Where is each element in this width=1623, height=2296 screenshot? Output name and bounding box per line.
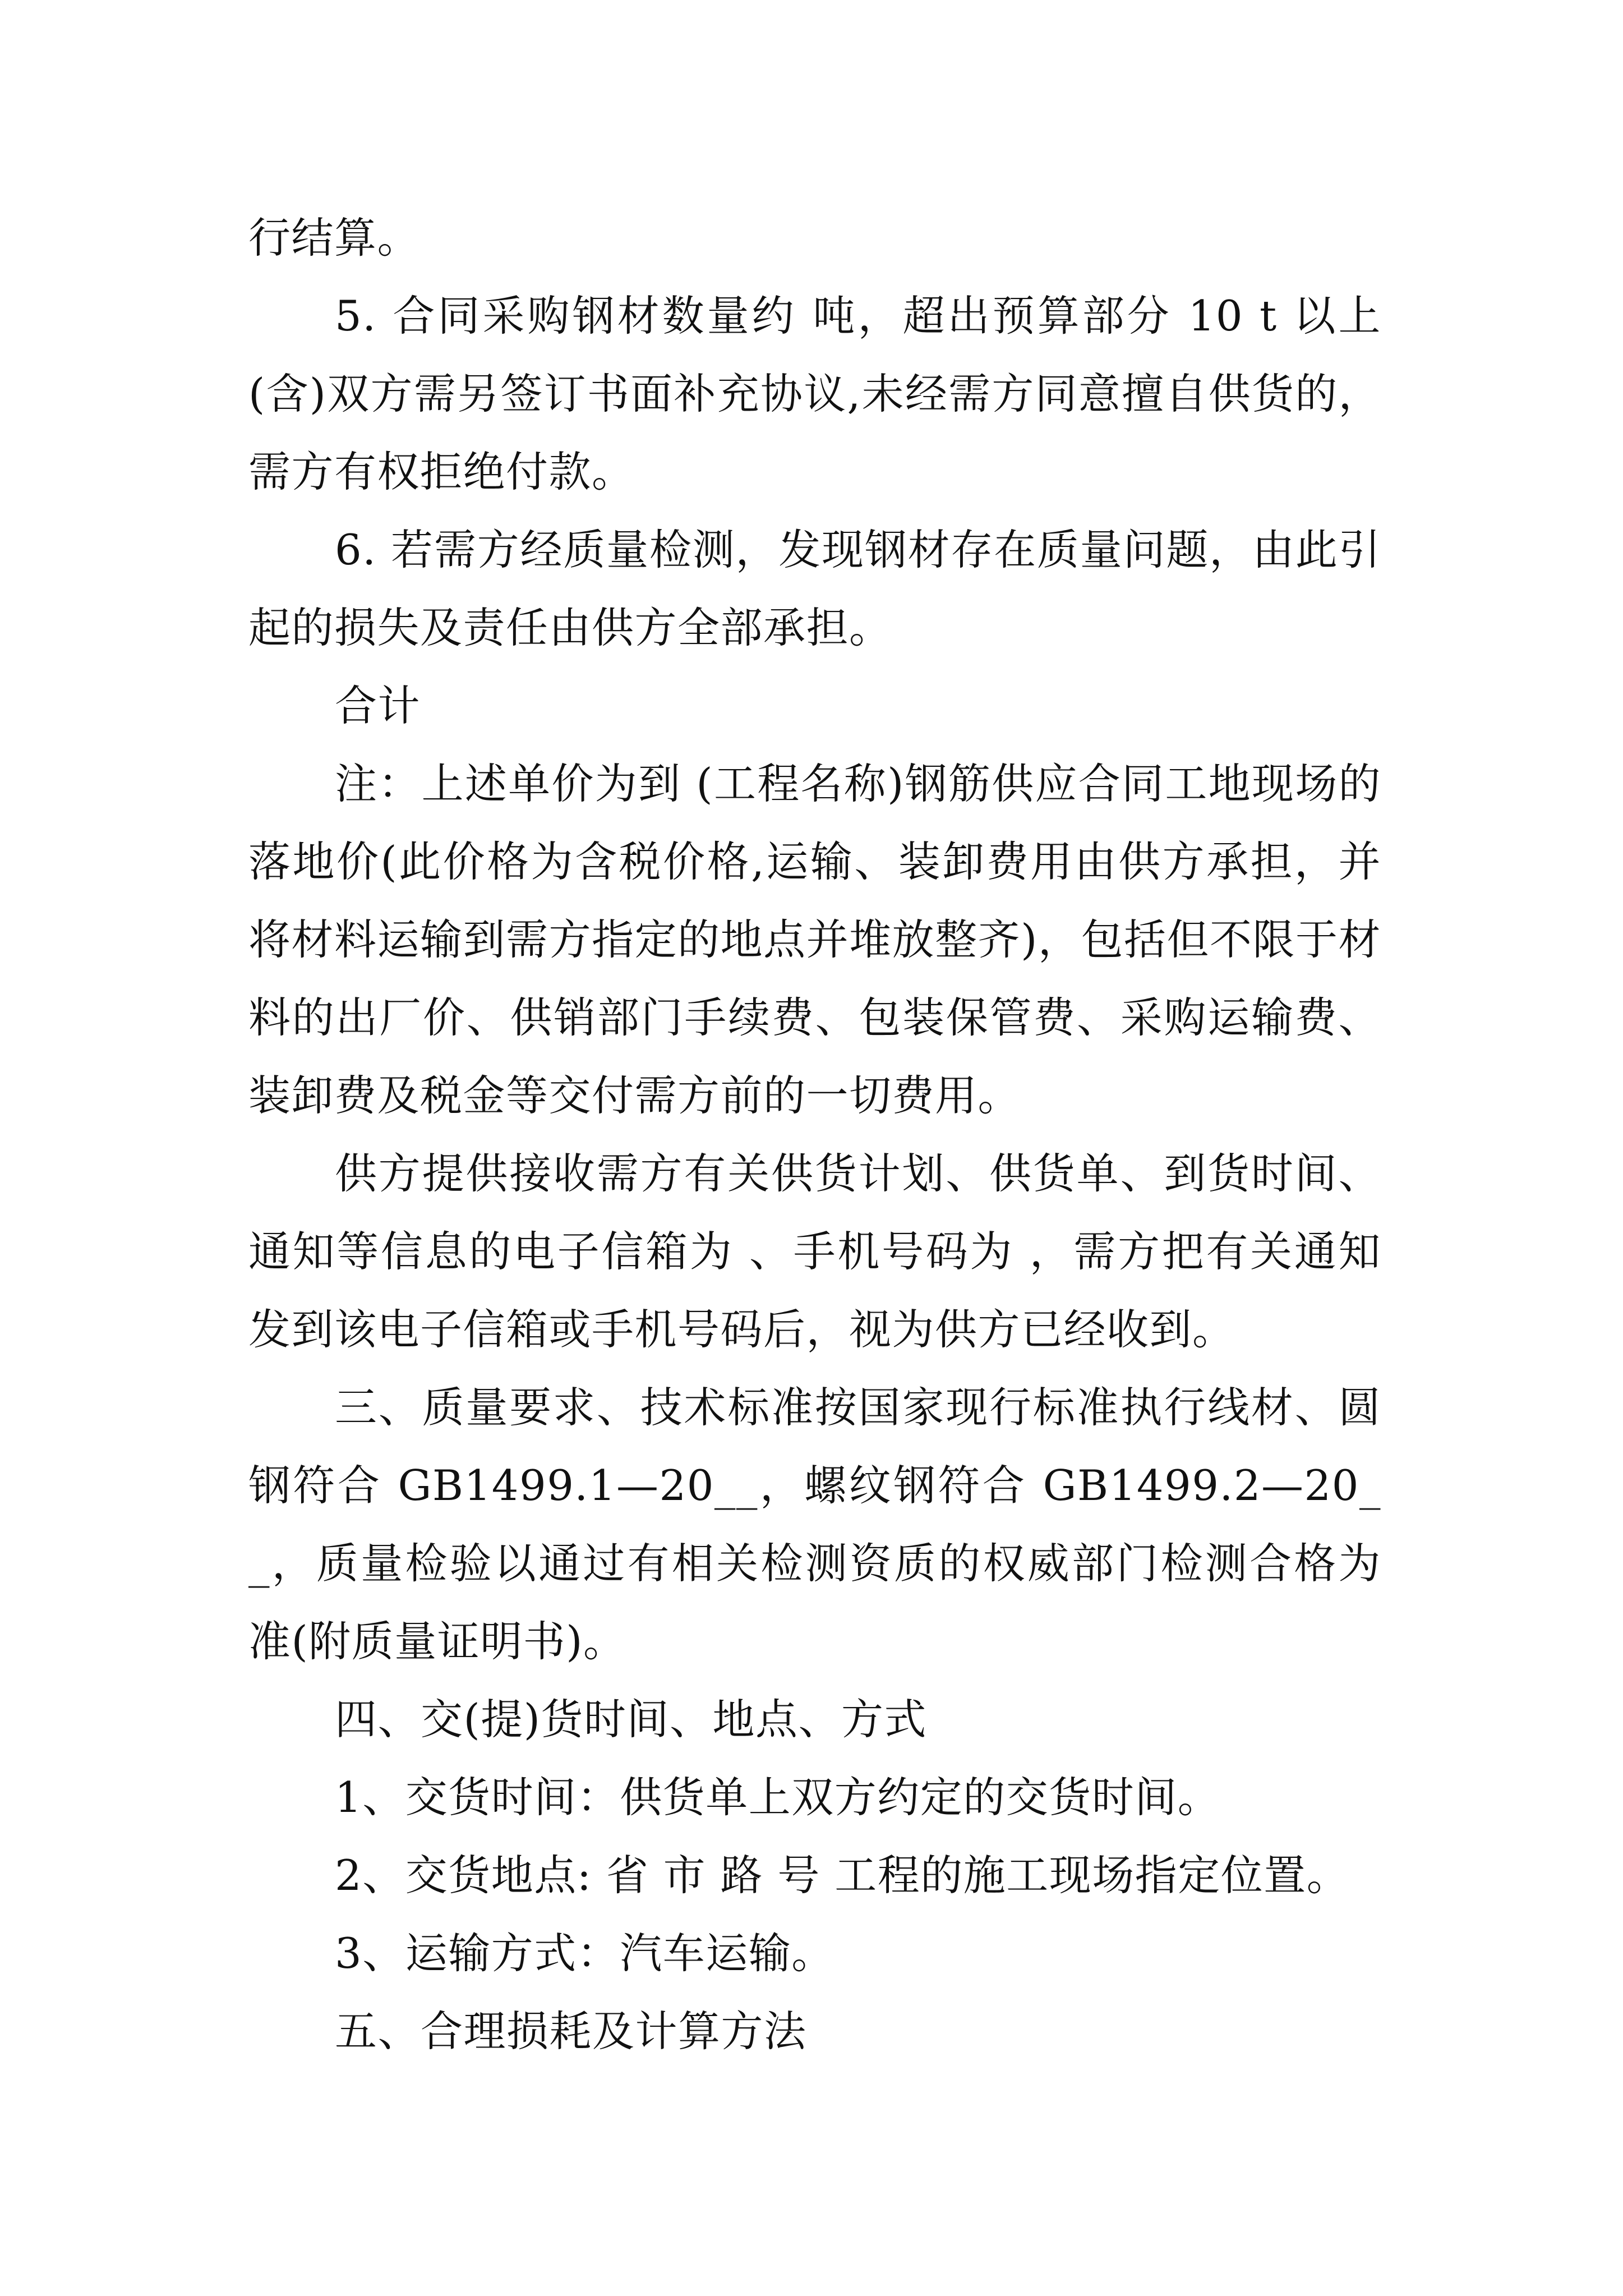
paragraph-delivery-time: 1、交货时间：供货单上双方约定的交货时间。 <box>335 1773 1221 1822</box>
paragraph-contact-info: 供方提供接收需方有关供货计划、供货单、到货时间、通知等信息的电子信箱为 、手机号码为 ，需方把有关通知发到该电子信箱或手机号码后，视为供方已经收到。 <box>248 1149 1381 1354</box>
section-quality-requirements: 三、质量要求、技术标准按国家现行标准执行线材、圆钢符合 GB1499.1—20__，螺纹钢符合 GB1499.2—20__，质量检验以通过有相关检测资质的权威部门检测合格为准(附质量证明书)。 <box>248 1383 1381 1666</box>
section-heading-delivery: 四、交(提)货时间、地点、方式 <box>335 1695 928 1744</box>
paragraph-clause-5: 5. 合同采购钢材数量约 吨，超出预算部分 10 t 以上(含)双方需另签订书面补充协议,未经需方同意擅自供货的，需方有权拒绝付款。 <box>248 291 1381 496</box>
paragraph-total: 合计 <box>335 681 421 730</box>
paragraph-settlement-end: 行结算。 <box>248 213 421 263</box>
paragraph-delivery-location: 2、交货地点: 省 市 路 号 工程的施工现场指定位置。 <box>335 1851 1350 1900</box>
section-heading-loss: 五、合理损耗及计算方法 <box>335 2007 807 2056</box>
paragraph-transport-method: 3、运输方式：汽车运输。 <box>335 1929 834 1978</box>
paragraph-price-note: 注：上述单价为到 (工程名称)钢筋供应合同工地现场的落地价(此价格为含税价格,运输、装卸费用由供方承担，并将材料运输到需方指定的地点并堆放整齐)，包括但不限于材料的出厂价、供销部门手续费、包装保管费、采购运输费、装卸费及税金等交付需方前的一切费用。 <box>248 759 1381 1120</box>
document-body <box>248 199 1381 2070</box>
paragraph-clause-6: 6. 若需方经质量检测，发现钢材存在质量问题，由此引起的损失及责任由供方全部承担。 <box>248 525 1381 652</box>
